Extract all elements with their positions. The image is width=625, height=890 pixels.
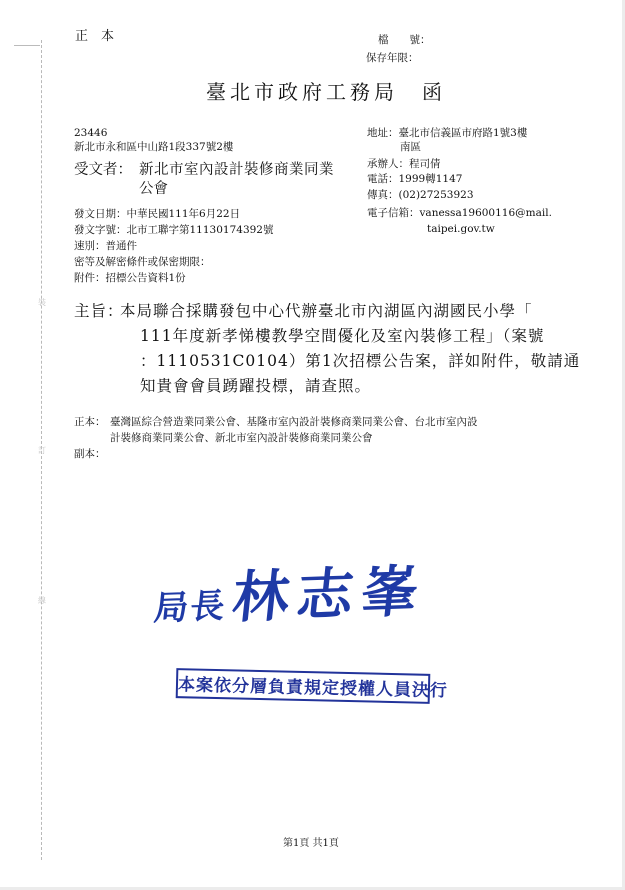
cc-list-cont: 計裝修商業同業公會、新北市室內設計裝修商業同業公會	[110, 432, 373, 444]
cc-label: 正本：	[74, 416, 106, 428]
recipient-name-cont: 公會	[139, 181, 168, 197]
postal-code: 23446	[74, 127, 108, 139]
secrecy-level: 密等及解密條件或保密期限：	[74, 256, 211, 268]
subject-line: 111年度新孝悌樓教學空間優化及室內裝修工程」（案號	[140, 327, 545, 345]
retention-label: 保存年限：	[366, 52, 419, 64]
attachment: 附件：招標公告資料1份	[74, 272, 186, 284]
contact-fax: 傳真：(02)27253923	[367, 189, 474, 201]
cc-list: 臺灣區綜合營造業同業公會、基隆市室內設計裝修商業同業公會、台北市室內設	[110, 416, 478, 428]
subject-line: ：1110531C0104）第1次招標公告案，詳如附件，敬請通	[140, 352, 581, 370]
page-number: 第1頁 共1頁	[283, 838, 339, 849]
contact-handler: 承辦人：程司倩	[367, 158, 441, 170]
signature-name: 林志峯	[229, 558, 430, 631]
signature-title: 局長	[152, 586, 229, 629]
document-number: 發文字號：北市工聯字第11130174392號	[74, 224, 274, 236]
file-number-label: 檔 號：	[378, 34, 431, 46]
subject-label: 主旨：	[74, 302, 124, 320]
recipient-name: 新北市室內設計裝修商業同業	[139, 162, 334, 178]
subject-line: 知貴會會員踴躍投標，請查照。	[140, 377, 372, 395]
subject-line: 本局聯合採購發包中心代辦臺北市內湖區內湖國民小學「	[120, 302, 533, 320]
copy-mark: 正 本	[75, 29, 115, 44]
authorization-stamp: 本案依分層負責規定授權人員決行	[176, 668, 431, 704]
copy-label: 副本：	[74, 448, 106, 460]
binding-mark: 線	[38, 596, 46, 605]
binding-mark: 訂	[38, 446, 46, 455]
contact-email: 電子信箱：vanessa19600116@mail.	[367, 207, 552, 219]
corner-mark	[14, 45, 40, 46]
document-title: 臺北市政府工務局 函	[206, 80, 446, 104]
issue-date: 發文日期：中華民國111年6月22日	[74, 208, 241, 220]
recipient-address: 新北市永和區中山路1段337號2樓	[74, 141, 234, 153]
contact-address: 地址：臺北市信義區市府路1號3樓	[367, 127, 528, 139]
contact-email-cont: taipei.gov.tw	[427, 223, 495, 235]
binding-mark: 裝	[38, 298, 46, 307]
contact-phone: 電話：1999轉1147	[367, 173, 463, 185]
contact-address-cont: 南區	[400, 141, 421, 153]
speed-category: 速別：普通件	[74, 240, 137, 252]
recipient-label: 受文者：	[74, 162, 132, 178]
director-signature	[151, 547, 430, 636]
